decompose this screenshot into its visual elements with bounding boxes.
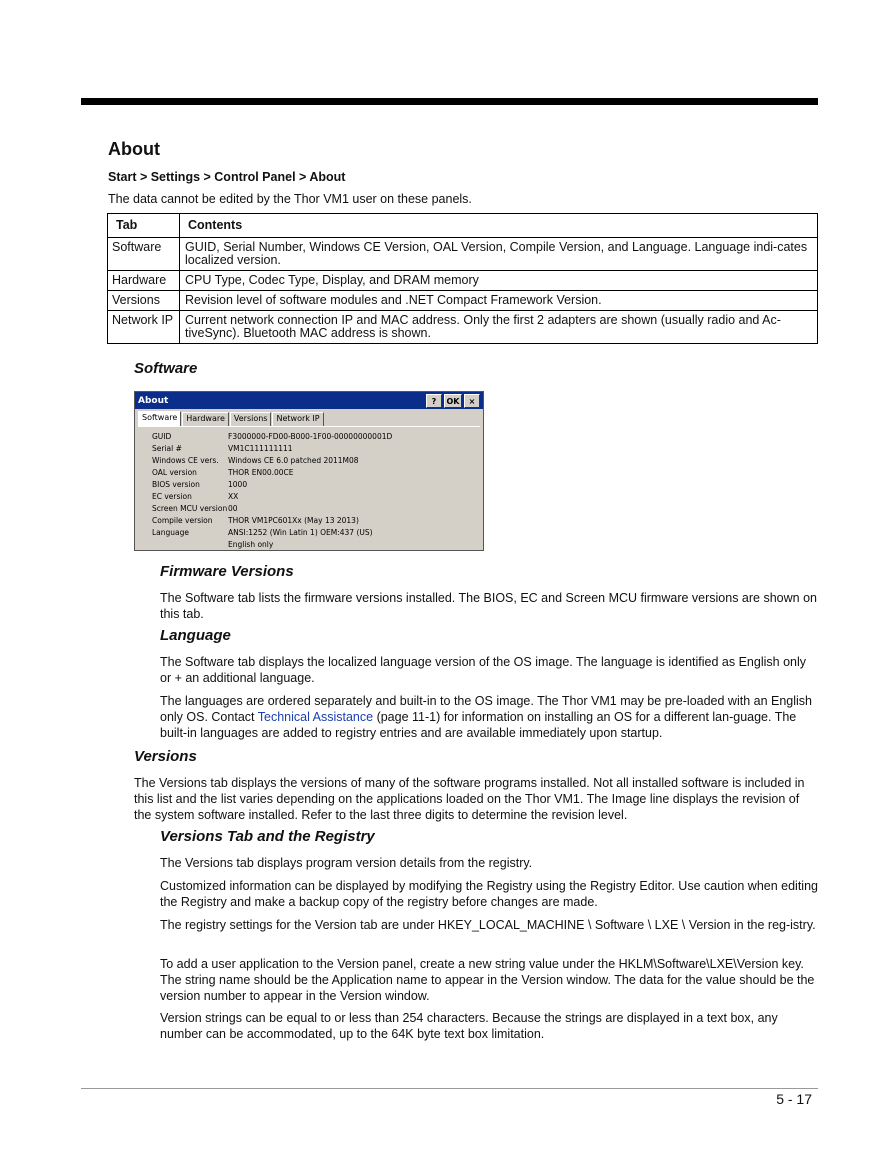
close-button[interactable]: × bbox=[464, 394, 480, 408]
bottom-rule bbox=[81, 1088, 818, 1089]
versions-text: The Versions tab displays the versions of many of the software programs installed. Not all installed software is included in this list and the list varies depending on the applications loaded on the Thor VM1. The Image line displays the revision of the system software installed. Refer to the last three digits to determine the revision level. bbox=[134, 776, 805, 822]
table-cell-contents: GUID, Serial Number, Windows CE Version, OAL Version, Compile Version, and Language. Language indi-cates localized version. bbox=[180, 238, 818, 271]
firmware-heading: Firmware Versions bbox=[160, 563, 294, 580]
intro-text: The data cannot be edited by the Thor VM1 user on these panels. bbox=[108, 192, 472, 206]
versions-heading: Versions bbox=[134, 748, 197, 765]
dialog-tabs bbox=[135, 409, 483, 426]
table-header-row bbox=[108, 214, 818, 238]
table-cell-contents: CPU Type, Codec Type, Display, and DRAM memory bbox=[180, 271, 818, 291]
table-row bbox=[108, 238, 818, 271]
registry-paragraph-1: The Versions tab displays program version details from the registry. bbox=[160, 856, 533, 870]
page-title: About bbox=[108, 139, 160, 159]
tab-software[interactable]: Software bbox=[138, 411, 181, 427]
dialog-title: About bbox=[138, 395, 169, 406]
table-row bbox=[108, 311, 818, 344]
table-header-contents: Contents bbox=[180, 214, 818, 238]
software-heading: Software bbox=[134, 360, 198, 377]
tab-network-ip[interactable]: Network IP bbox=[272, 412, 323, 426]
language-paragraph-1: The Software tab displays the localized language version of the OS image. The language is identified as English only or + an additional language. bbox=[160, 655, 806, 685]
dialog-titlebar bbox=[135, 392, 483, 409]
table-cell-contents: Current network connection IP and MAC address. Only the first 2 adapters are shown (usually radio and Ac-tiveSync). Bluetooth MAC address is shown. bbox=[180, 311, 818, 344]
registry-paragraph-2: Customized information can be displayed by modifying the Registry using the Registry Editor. Use caution when editing the Registry and make a backup copy of the registry before changes are made. bbox=[160, 879, 818, 909]
technical-assistance-link[interactable]: Technical Assistance bbox=[257, 710, 374, 724]
registry-paragraph-3: The registry settings for the Version tab are under HKEY_LOCAL_MACHINE \ Software \ LXE \ Version in the reg-istry. bbox=[160, 918, 816, 932]
table-cell-tab: Software bbox=[108, 238, 180, 271]
about-tabs-table bbox=[107, 213, 818, 344]
registry-paragraph-4: To add a user application to the Version panel, create a new string value under the HKLM\Software\LXE\Version key. The string name should be the Application name to appear in the Version window. The data for the value should be the version number to appear in the Version window. bbox=[160, 957, 815, 1003]
ok-button[interactable]: OK bbox=[444, 394, 462, 408]
table-cell-contents: Revision level of software modules and .NET Compact Framework Version. bbox=[180, 291, 818, 311]
help-button[interactable]: ? bbox=[426, 394, 442, 408]
tab-hardware[interactable]: Hardware bbox=[182, 412, 229, 426]
registry-heading: Versions Tab and the Registry bbox=[160, 828, 375, 845]
table-cell-tab: Versions bbox=[108, 291, 180, 311]
top-rule bbox=[81, 98, 818, 105]
table-row bbox=[108, 291, 818, 311]
page-number: 5 - 17 bbox=[776, 1091, 812, 1107]
table-cell-tab: Network IP bbox=[108, 311, 180, 344]
firmware-text: The Software tab lists the firmware versions installed. The BIOS, EC and Screen MCU firmware versions are shown on this tab. bbox=[160, 591, 817, 621]
breadcrumb: Start > Settings > Control Panel > About bbox=[108, 170, 346, 184]
table-cell-tab: Hardware bbox=[108, 271, 180, 291]
dialog-body: GUID F3000000-FD00-B000-1F00-00000000001D Serial # VM1C111111111 Windows CE vers. Windows CE 6.0 patched 2011M08 OAL version THOR EN00.00CE BIOS version 1000 EC version XX Screen MCU version 00 Compile version THOR VM1PC601Xx (May 13 2013) Language ANSI:1252 (Win Latin 1) OEM:437 (US) English only bbox=[138, 426, 480, 547]
language-heading: Language bbox=[160, 627, 231, 644]
language-paragraph-2: The languages are ordered separately and built-in to the OS image. The Thor VM1 may be pre-loaded with an English only OS. Contact Technical Assistance (page 11-1) for information on installing an OS for a different lan-guage. The built-in languages are added to registry entries and are available immediately upon startup. bbox=[160, 694, 813, 740]
tab-versions[interactable]: Versions bbox=[230, 412, 272, 426]
about-dialog-screenshot bbox=[134, 391, 484, 551]
table-row bbox=[108, 271, 818, 291]
table-header-tab: Tab bbox=[108, 214, 180, 238]
registry-paragraph-5: Version strings can be equal to or less than 254 characters. Because the strings are displayed in a text box, any number can be accommodated, up to the 64K byte text box limitation. bbox=[160, 1011, 778, 1041]
